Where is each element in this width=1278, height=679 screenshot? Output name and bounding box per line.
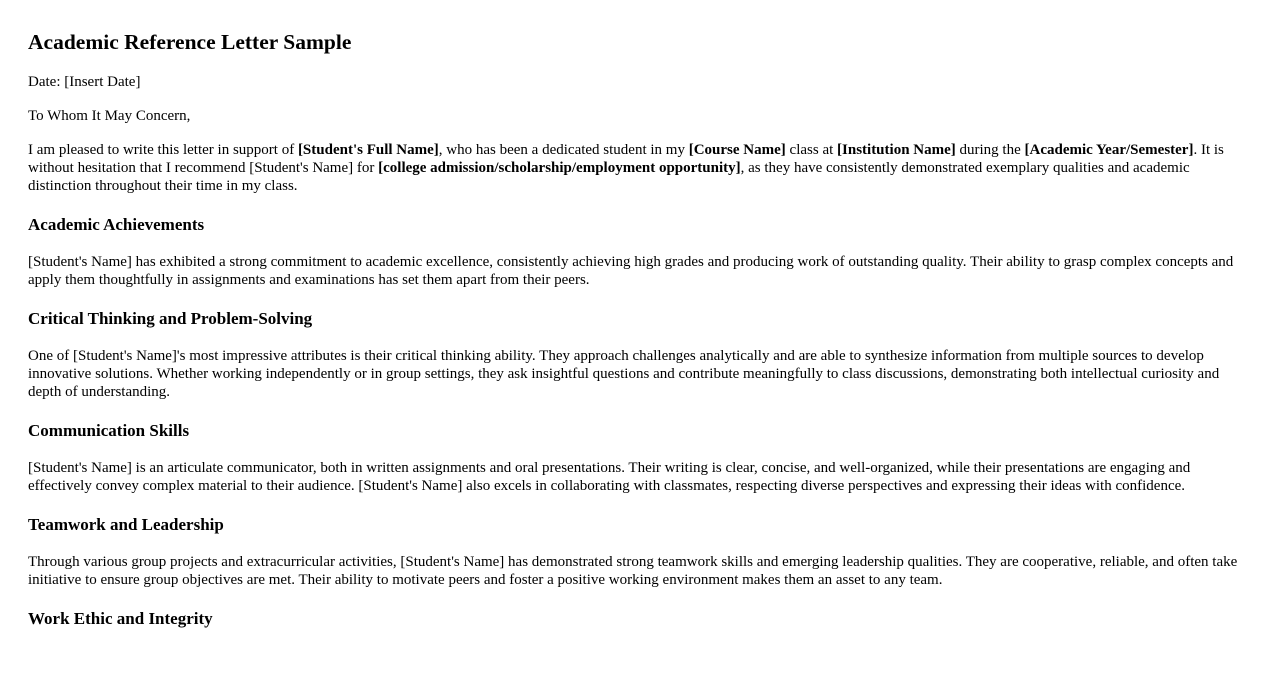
section-heading-academic-achievements: Academic Achievements xyxy=(28,215,205,234)
course-name-placeholder: [Course Name] xyxy=(688,142,786,158)
section-body-communication-skills: [Student's Name] is an articulate communicator, both in written assignments and oral presentations. Their writing is clear, concise, and well-organized, while their presentations are engaging and effectively convey complex material to their audience. [Student's Name] also excels in collaborating with classmates, respecting diverse perspectives and expressing their ideas with confidence. xyxy=(28,460,1191,494)
intro-text: I am pleased to write this letter in support of xyxy=(28,142,298,158)
salutation: To Whom It May Concern, xyxy=(28,108,191,124)
section-heading-critical-thinking: Critical Thinking and Problem-Solving xyxy=(28,309,313,328)
intro-text: , who has been a dedicated student in my xyxy=(438,142,689,158)
institution-name-placeholder: [Institution Name] xyxy=(837,142,956,158)
academic-year-placeholder: [Academic Year/Semester] xyxy=(1024,142,1194,158)
intro-text: during the xyxy=(955,142,1025,158)
section-body-academic-achievements: [Student's Name] has exhibited a strong commitment to academic excellence, consistently achieving high grades and producing work of outstanding quality. Their ability to grasp complex concepts and apply them thoughtfully in assignments and examinations has set them apart from their peers. xyxy=(28,254,1234,288)
letter-document xyxy=(0,29,1278,629)
intro-text: class at xyxy=(785,142,838,158)
intro-paragraph xyxy=(28,141,1250,195)
page-title: Academic Reference Letter Sample xyxy=(28,30,352,54)
section-body-teamwork-leadership: Through various group projects and extracurricular activities, [Student's Name] has demonstrated strong teamwork skills and emerging leadership qualities. They are cooperative, reliable, and often take initiative to ensure group objectives are met. Their ability to motivate peers and foster a positive working environment makes them an asset to any team. xyxy=(28,554,1238,588)
section-heading-work-ethic-integrity: Work Ethic and Integrity xyxy=(28,609,213,628)
section-heading-communication-skills: Communication Skills xyxy=(28,421,190,440)
intro-text: . It is without hesitation that I recommend [Student's Name] for xyxy=(28,142,1224,176)
section-heading-teamwork-leadership: Teamwork and Leadership xyxy=(28,515,224,534)
section-body-critical-thinking: One of [Student's Name]'s most impressive attributes is their critical thinking ability. They approach challenges analytically and are able to synthesize information from multiple sources to develop innovative solutions. Whether working independently or in group settings, they ask insightful questions and contribute meaningfully to class discussions, demonstrating both intellectual curiosity and depth of understanding. xyxy=(28,348,1220,400)
student-full-name-placeholder: [Student's Full Name] xyxy=(297,142,439,158)
opportunity-placeholder: [college admission/scholarship/employment opportunity] xyxy=(378,160,741,176)
date-line: Date: [Insert Date] xyxy=(28,74,141,90)
intro-text: , as they have consistently demonstrated exemplary qualities and academic distinction throughout their time in my class. xyxy=(28,160,1190,194)
